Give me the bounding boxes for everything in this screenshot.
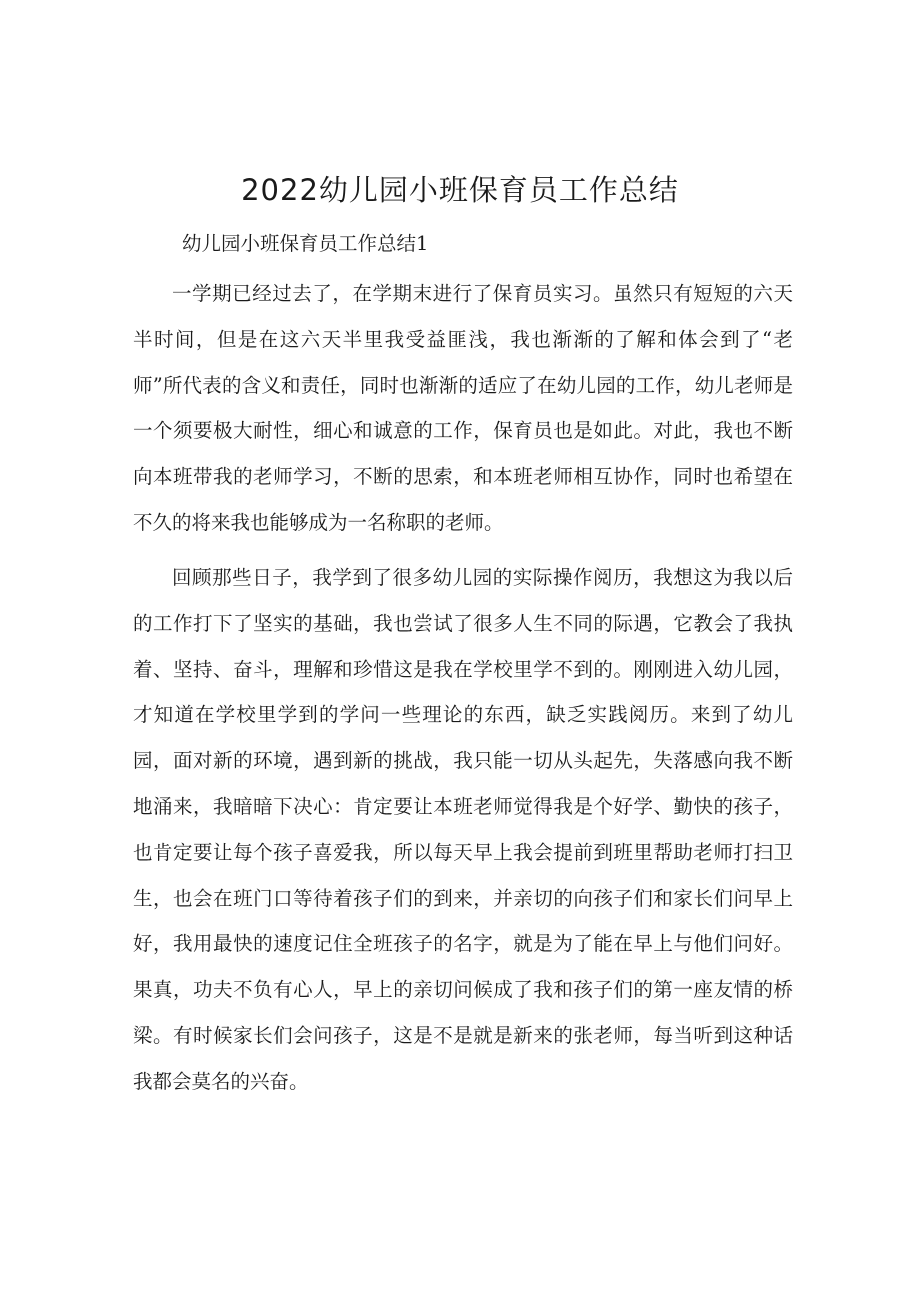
paragraph-1: 一学期已经过去了，在学期末进行了保育员实习。虽然只有短短的六天半时间，但是在这六天半里我受益匪浅，我也渐渐的了解和体会到了“老师”所代表的含义和责任，同时也渐渐的适应了在幼儿园的工作，幼儿老师是一个须要极大耐性，细心和诚意的工作，保育员也是如此。对此，我也不断向本班带我的老师学习，不断的思索，和本班老师相互协作，同时也希望在不久的将来我也能够成为一名称职的老师。 (133, 282, 793, 534)
section-heading: 幼儿园小班保育员工作总结1 (182, 232, 429, 255)
document-title: 2022幼儿园小班保育员工作总结 (241, 173, 679, 207)
paragraph-2: 回顾那些日子，我学到了很多幼儿园的实际操作阅历，我想这为我以后的工作打下了坚实的基础，我也尝试了很多人生不同的际遇，它教会了我执着、坚持、奋斗，理解和珍惜这是我在学校里学不到的。刚刚进入幼儿园，才知道在学校里学到的学问一些理论的东西，缺乏实践阅历。来到了幼儿园，面对新的环境，遇到新的挑战，我只能一切从头起先，失落感向我不断地涌来，我暗暗下决心：肯定要让本班老师觉得我是个好学、勤快的孩子，也肯定要让每个孩子喜爱我，所以每天早上我会提前到班里帮助老师打扫卫生，也会在班门口等待着孩子们的到来，并亲切的向孩子们和家长们问早上好，我用最快的速度记住全班孩子的名字，就是为了能在早上与他们问好。果真，功夫不负有心人，早上的亲切问候成了我和孩子们的第一座友情的桥梁。有时候家长们会问孩子，这是不是就是新来的张老师，每当听到这种话我都会莫名的兴奋。 (133, 566, 793, 1093)
